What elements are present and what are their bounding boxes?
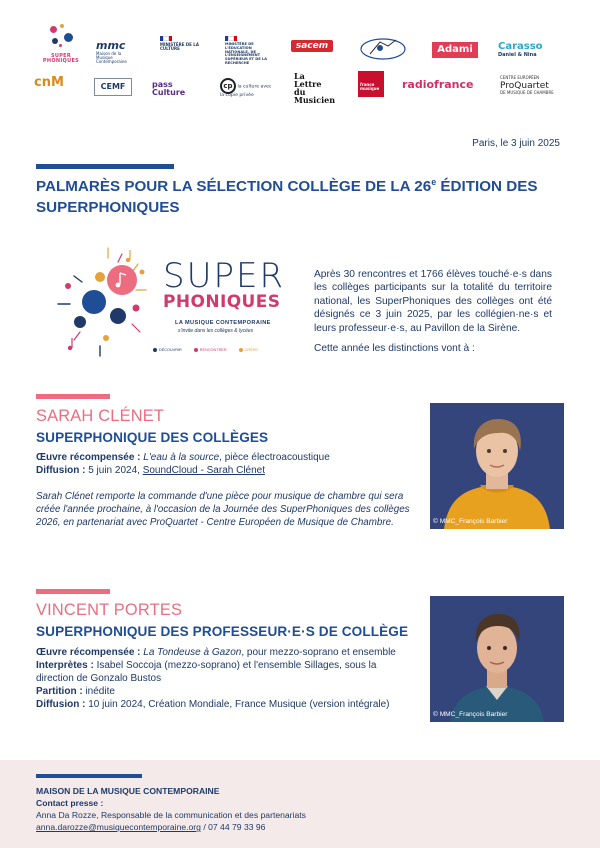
brand-tagline: LA MUSIQUE CONTEMPORAINE [175, 320, 271, 326]
intro-paragraph: Après 30 rencontres et 1766 élèves touché·e·s dans les collèges participants sur la totalité du territoire national, les SuperPhoniques des collèges ont été désignés ce 3 juin 2025, par les collégien·ne·s et leurs professeur·e·s, au Pavillon de la Sirène. [314, 269, 552, 334]
laureate1-name: SARAH CLÉNET [36, 407, 165, 425]
brand-legend [153, 348, 258, 352]
soundcloud-link[interactable]: SoundCloud - Sarah Clénet [142, 465, 266, 476]
footer-contact-name: Anna Da Rozze, Responsable de la communication et des partenariats [36, 810, 306, 820]
adami-logo: Adami [432, 42, 478, 58]
cnm-logo: cnM [34, 75, 64, 90]
footer-organisation: MAISON DE LA MUSIQUE CONTEMPORAINE [36, 786, 220, 796]
footer-contact-label: Contact presse : [36, 798, 104, 808]
mmc-logo: mmc Maison de la Musique Contemporaine [96, 39, 127, 64]
sacem-logo: sacem [291, 40, 333, 52]
laureate2-prize: SUPERPHONIQUE DES PROFESSEUR·E·S DE COLLÈGE [36, 624, 409, 639]
cemf-logo: CEMF [94, 78, 132, 96]
laureate2-partition: Partition : inédite [36, 686, 115, 697]
laureate2-oeuvre: Œuvre récompensée : La Tondeuse à Gazon, pour mezzo-soprano et ensemble [36, 647, 396, 658]
laureate1-diffusion: Diffusion : 5 juin 2024, SoundCloud - Sarah Clénet [36, 465, 266, 476]
laureate2-interpretes: Interprètes : Isabel Soccoja (mezzo-soprano) et l'ensemble Sillages, sous la direction de Gonzalo Bustos [36, 660, 377, 684]
press-date: Paris, le 3 juin 2025 [472, 138, 560, 149]
laureate2-photo-credit: © MMC_François Barbier [433, 711, 508, 718]
legend-creer: CRÉER [239, 348, 258, 352]
brand-phoniques: PHONIQUES [163, 292, 281, 312]
page-title: PALMARÈS POUR LA SÉLECTION COLLÈGE DE LA 26e ÉDITION DES SUPERPHONIQUES [36, 177, 538, 216]
carasso-logo: Carasso Daniel & Nina [498, 41, 543, 58]
footer-contact [36, 822, 265, 832]
ministere-culture-logo: MINISTÈRE DE LA CULTURE [160, 36, 206, 51]
laureate1-prize: SUPERPHONIQUE DES COLLÈGES [36, 430, 269, 445]
proquartet-logo: CENTRE EUROPÉEN ProQuartet DE MUSIQUE DE CHAMBRE [500, 75, 554, 95]
france-musique-logo: france musique [358, 71, 384, 97]
footer-rule [36, 774, 142, 778]
lettre-du-musicien-logo: La Lettre du Musicien [294, 71, 336, 105]
laureate1-paragraph: Sarah Clénet remporte la commande d'une pièce pour musique de chambre qui sera créée l'année prochaine, à l'occasion de la Journée des SuperPhoniques des collèges 2026, en partenariat avec ProQuartet - Centre Européen de Musique de Chambre. [36, 491, 410, 529]
musician-drawing-logo [358, 36, 408, 62]
partner-logos [0, 0, 600, 110]
title-rule [36, 164, 174, 169]
laureate1-details [36, 451, 416, 477]
ministere-education-logo: MINISTÈRE DE L'ÉDUCATION NATIONALE, DE L'ENSEIGNEMENT SUPÉRIEUR ET DE LA RECHERCHE [225, 36, 273, 66]
footer-phone: / 07 44 79 33 96 [200, 822, 266, 832]
pass-culture-logo: pass Culture [152, 80, 186, 98]
laureate1-photo-credit: © MMC_François Barbier [433, 518, 508, 525]
copie-privee-icon: cp [220, 78, 236, 94]
brand-tagline-2: s'invite dans les collèges & lycées [178, 328, 254, 334]
laureate1-photo [430, 403, 564, 529]
email-link[interactable]: anna.darozze@musiquecontemporaine.org [36, 822, 201, 832]
distinctions-line: Cette année les distinctions vont à : [314, 343, 475, 354]
laureate2-rule [36, 589, 110, 594]
brand-super: SUPER [163, 256, 286, 296]
laureate2-photo [430, 596, 564, 722]
radiofrance-logo: radiofrance [402, 78, 474, 91]
laureate2-details [36, 646, 416, 711]
legend-rencontrer: RENCONTRER [194, 348, 227, 352]
legend-decouvrir: DÉCOUVRIR [153, 348, 182, 352]
superphoniques-small-logo: SUPER PHONIQUES [42, 22, 80, 65]
laureate1-oeuvre: Œuvre récompensée : L'eau à la source, pièce électroacoustique [36, 452, 330, 463]
laureate2-diffusion: Diffusion : 10 juin 2024, Création Mondiale, France Musique (version intégrale) [36, 699, 390, 710]
laureate1-rule [36, 394, 110, 399]
laureate2-name: VINCENT PORTES [36, 601, 183, 619]
superphoniques-logo [50, 242, 290, 360]
superphoniques-constellation-icon [50, 242, 162, 360]
footer [0, 760, 600, 848]
copie-privee-logo: cp la culture avec la copie privée [220, 78, 276, 99]
